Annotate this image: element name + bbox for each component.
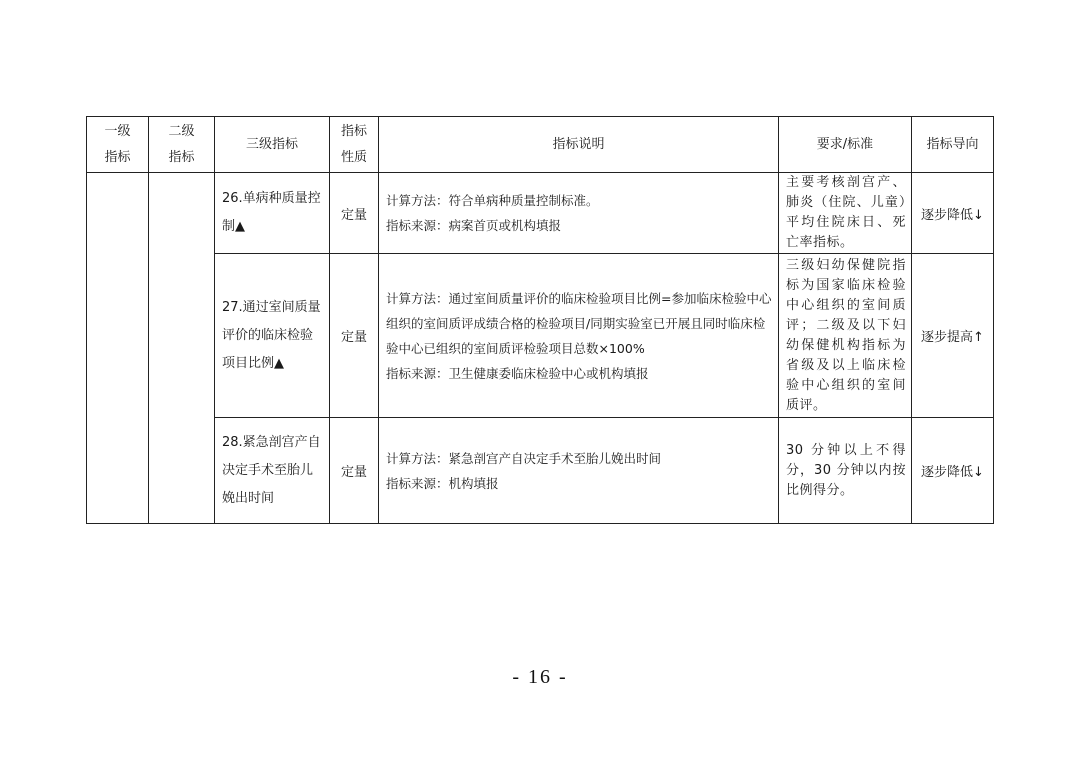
indicator-nature: 定量 [330,254,379,418]
calc-method: 计算方法：通过室间质量评价的临床检验项目比例=参加临床检验中心组织的室间质评成绩合格的检验项目/同期实验室已开展且同时临床检验中心已组织的室间质评检验项目总数×100% [386,290,772,356]
indicator-description [379,173,779,254]
page-number: - 16 - [512,666,568,688]
indicator-direction: 逐步提高↑ [912,254,994,418]
header-nature: 指标 性质 [330,117,379,173]
indicator-standard: 三级妇幼保健院指标为国家临床检验中心组织的室间质评；二级及以下妇幼保健机构指标为省级及以上临床检验中心组织的室间质评。 [779,254,912,418]
indicator-direction: 逐步降低↓ [912,418,994,524]
header-level1: 一级 指标 [87,117,149,173]
indicator-nature: 定量 [330,173,379,254]
data-source: 指标来源：病案首页或机构填报 [386,218,562,233]
table-row [87,418,994,524]
indicator-name: 28.紧急剖宫产自决定手术至胎儿娩出时间 [215,418,330,524]
calc-method: 计算方法：符合单病种质量控制标准。 [386,193,599,208]
data-source: 指标来源：卫生健康委临床检验中心或机构填报 [386,365,649,381]
indicator-name: 27.通过室间质量评价的临床检验项目比例▲ [215,254,330,418]
indicator-standard: 30 分钟以上不得分，30 分钟以内按比例得分。 [779,418,912,524]
header-direction: 指标导向 [912,117,994,173]
table-row [87,173,994,254]
indicator-description [379,254,779,418]
indicator-nature: 定量 [330,418,379,524]
indicator-name: 26.单病种质量控制▲ [215,173,330,254]
level1-cell [87,173,149,524]
header-standard: 要求/标准 [779,117,912,173]
calc-method: 计算方法：紧急剖宫产自决定手术至胎儿娩出时间 [386,450,662,466]
level2-cell [149,173,215,524]
indicator-direction: 逐步降低↓ [912,173,994,254]
data-source: 指标来源：机构填报 [386,475,499,491]
indicator-table [86,116,994,524]
table-row [87,254,994,418]
indicator-description [379,418,779,524]
header-level2: 二级 指标 [149,117,215,173]
indicator-standard: 主要考核剖宫产、肺炎（住院、儿童）平均住院床日、死亡率指标。 [779,173,912,254]
header-level3: 三级指标 [215,117,330,173]
header-description: 指标说明 [379,117,779,173]
table-header-row [87,117,994,173]
